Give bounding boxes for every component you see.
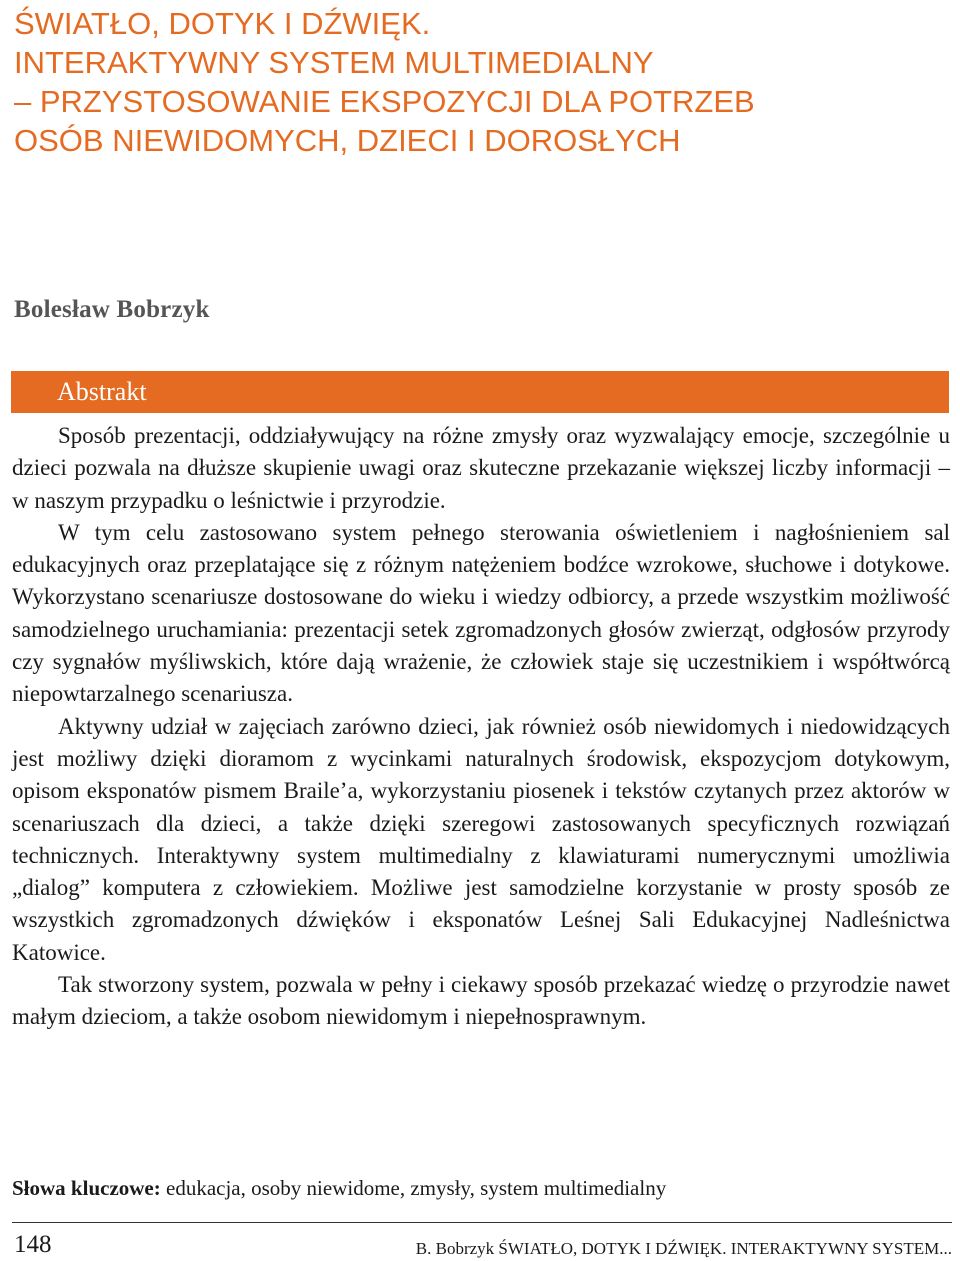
abstract-paragraph-4: Tak stworzony system, pozwala w pełny i ciekawy sposób przekazać wiedzę o przyrodzie nawet małym dzieciom, a także osobom niewidomym i niepełnosprawnym. [12, 972, 950, 1030]
footer-divider [12, 1222, 952, 1223]
title-line-4: OSÓB NIEWIDOMYCH, DZIECI I DOROSŁYCH [14, 123, 681, 158]
title-line-3: – PRZYSTOSOWANIE EKSPOZYCJI DLA POTRZEB [14, 84, 755, 119]
abstract-paragraph-1: Sposób prezentacji, oddziaływujący na różne zmysły oraz wyzwalający emocje, szczególnie u dzieci pozwala na dłuższe skupienie uwagi oraz skuteczne przekazanie większej liczby informacji – w naszym przypadku o leśnictwie i przyrodzie. [12, 423, 950, 513]
author-name: Bolesław Bobrzyk [14, 296, 210, 323]
article-title [14, 4, 944, 160]
title-line-1: ŚWIATŁO, DOTYK I DŹWIĘK. [14, 6, 431, 41]
page-number: 148 [14, 1231, 52, 1258]
keywords-text: edukacja, osoby niewidome, zmysły, system multimedialny [160, 1176, 667, 1200]
abstract-paragraph-3: Aktywny udział w zajęciach zarówno dzieci, jak również osób niewidomych i niedowidzących jest możliwy dzięki dioramom z wycinkami naturalnych środowisk, ekspozycjom dotykowym, opisom eksponatów pismem Braile’a, wykorzystaniu piosenek i tekstów czytanych przez aktorów w scenariuszach dla dzieci, a także dzięki szeregowi zastosowanych specyficznych rozwiązań technicznych. Interaktywny system multimedialny z klawiaturami numerycznymi umożliwia „dialog” komputera z człowiekiem. Możliwe jest samodzielne korzystanie w prosty sposób ze wszystkich zgromadzonych dźwięków i eksponatów Leśnej Sali Edukacyjnej Nadleśnictwa Katowice. [12, 713, 950, 965]
abstract-body [12, 420, 950, 1034]
abstract-heading: Abstrakt [57, 377, 147, 406]
title-line-2: INTERAKTYWNY SYSTEM MULTIMEDIALNY [14, 45, 654, 80]
abstract-paragraph-2: W tym celu zastosowano system pełnego sterowania oświetleniem i nagłośnieniem sal edukacyjnych oraz przeplatające się z różnym natężeniem bodźce wzrokowe, słuchowe i dotykowe. Wykorzystano scenariusze dostosowane do wieku i wiedzy odbiorcy, a przede wszystkim możliwość samodzielnego uruchamiania: prezentacji setek zgromadzonych głosów zwierząt, odgłosów przyrody czy sygnałów myśliwskich, które dają wrażenie, że człowiek staje się uczestnikiem i współtwórcą niepowtarzalnego scenariusza. [12, 519, 950, 707]
keywords-line [12, 1174, 950, 1202]
keywords-label: Słowa kluczowe: [12, 1176, 161, 1200]
running-head: B. Bobrzyk ŚWIATŁO, DOTYK I DŹWIĘK. INTERAKTYWNY SYSTEM... [415, 1239, 952, 1258]
abstract-heading-bar [11, 371, 949, 413]
